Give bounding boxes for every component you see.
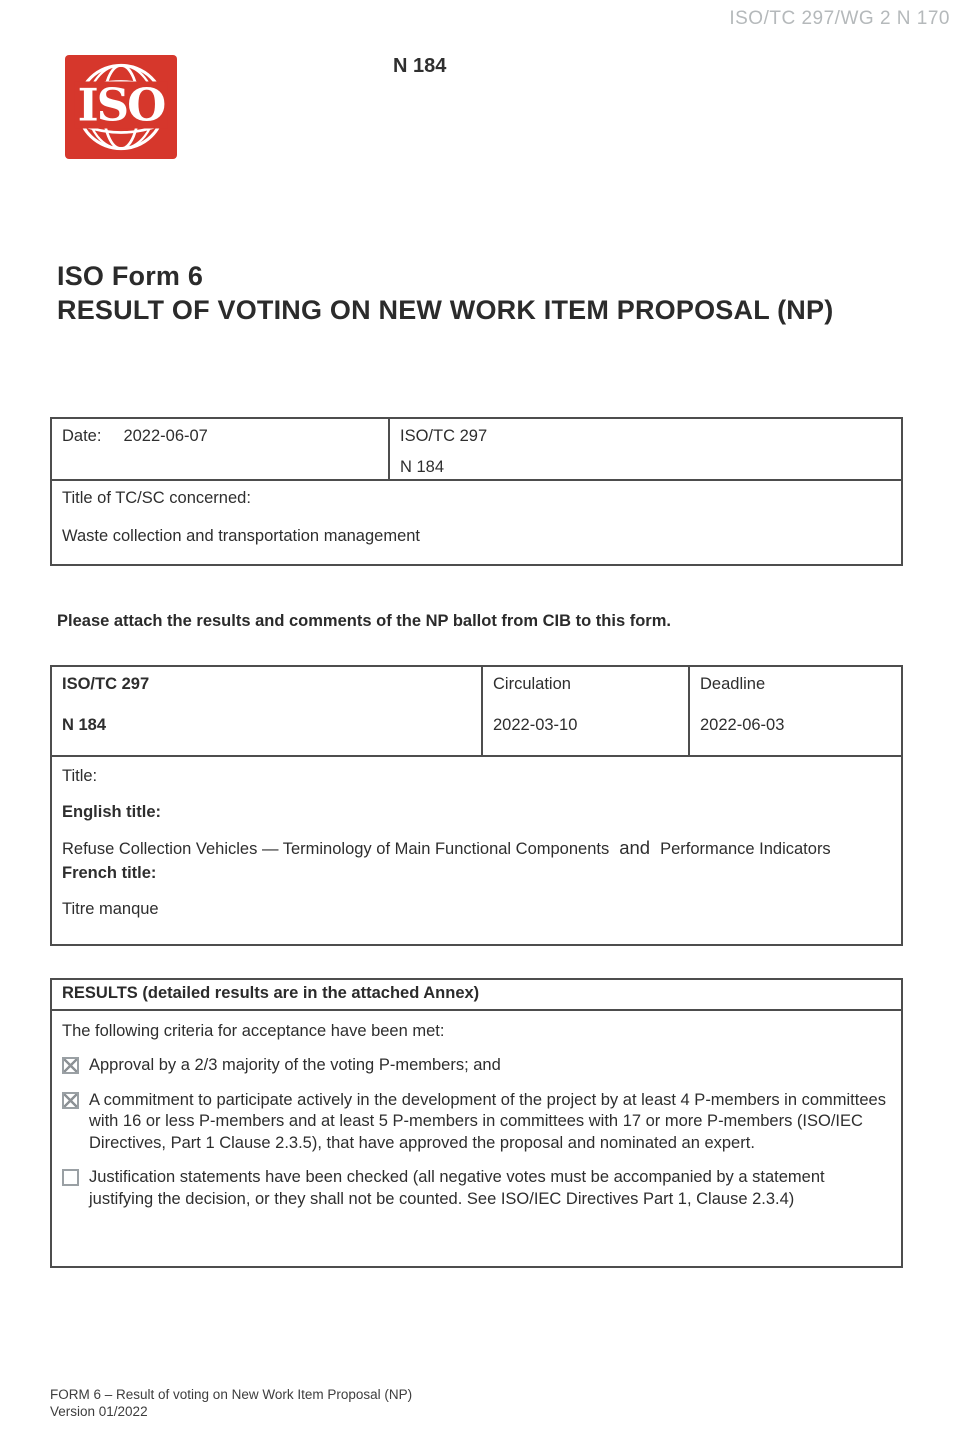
document-reference: ISO/TC 297/WG 2 N 170	[729, 8, 950, 29]
info-table-row-1	[52, 419, 901, 481]
circulation-label: Circulation	[493, 675, 571, 693]
french-title-label: French title:	[62, 864, 157, 882]
criterion-approval-text: Approval by a 2/3 majority of the voting P-members; and	[89, 1056, 501, 1074]
criterion-commitment-text: A commitment to participate actively in the development of the project by at least 4 P-members in committees with 16 or less P-members and at least 5 P-members in committees with 17 or more P-members (ISO/IEC Directives, Part 1 Clause 2.3.5), that have approved the proposal and nominated an expert.	[89, 1090, 886, 1152]
ballot-committee-name: ISO/TC 297	[62, 675, 150, 693]
ballot-doc-number: N 184	[62, 716, 107, 734]
ballot-committee-cell	[52, 667, 483, 755]
results-table	[50, 978, 903, 1268]
form-title-line1: ISO Form 6	[57, 261, 204, 291]
deadline-date: 2022-06-03	[700, 716, 785, 734]
title-cell	[52, 757, 901, 944]
results-header: RESULTS (detailed results are in the attached Annex)	[52, 980, 901, 1011]
date-label: Date:	[62, 427, 102, 445]
date-value: 2022-06-07	[123, 427, 208, 445]
circulation-date: 2022-03-10	[493, 716, 578, 734]
page-footer	[50, 1386, 412, 1420]
title-label: Title:	[62, 767, 98, 785]
approval-checkbox[interactable]	[62, 1057, 79, 1074]
english-title-label: English title:	[62, 803, 161, 821]
tc-title-value: Waste collection and transportation management	[62, 527, 421, 545]
form-title	[57, 259, 833, 327]
ballot-table-row-1	[52, 667, 901, 757]
justification-checkbox[interactable]	[62, 1169, 79, 1186]
iso-logo	[65, 55, 177, 159]
tc-title-label: Title of TC/SC concerned:	[62, 489, 251, 507]
english-title-part1: Refuse Collection Vehicles — Terminology of Main Functional Components	[62, 840, 610, 858]
results-body	[52, 1011, 901, 1219]
commitment-checkbox[interactable]	[62, 1092, 79, 1109]
committee-name: ISO/TC 297	[400, 427, 488, 445]
deadline-label: Deadline	[700, 675, 766, 693]
committee-cell	[390, 419, 901, 479]
date-cell	[52, 419, 390, 479]
english-title-and: and	[619, 837, 651, 858]
criterion-approval	[62, 1055, 891, 1077]
footer-form-name: FORM 6 – Result of voting on New Work Item Proposal (NP)	[50, 1387, 413, 1402]
iso-logo-text: ISO	[75, 81, 168, 128]
footer-version: Version 01/2022	[50, 1404, 148, 1419]
french-title-value: Titre manque	[62, 900, 159, 918]
criterion-commitment	[62, 1090, 891, 1155]
circulation-cell	[483, 667, 690, 755]
document-n-number: N 184	[393, 55, 447, 77]
attach-note: Please attach the results and comments of the NP ballot from CIB to this form.	[57, 612, 671, 630]
form-title-line2: RESULT OF VOTING ON NEW WORK ITEM PROPOSAL (NP)	[57, 295, 834, 325]
english-title-value	[62, 837, 862, 860]
info-table	[50, 417, 903, 566]
tc-title-cell	[52, 481, 901, 564]
results-intro: The following criteria for acceptance have been met:	[62, 1022, 445, 1040]
ballot-table	[50, 665, 903, 946]
deadline-cell	[690, 667, 901, 755]
criterion-justification-text: Justification statements have been checked (all negative votes must be accompanied by a statement justifying the decision, or they shall not be counted. See ISO/IEC Directives Part 1, Clause 2.3.4)	[89, 1168, 825, 1208]
criterion-justification	[62, 1167, 891, 1210]
committee-doc-number: N 184	[400, 458, 445, 476]
english-title-part2: Performance Indicators	[660, 840, 831, 858]
